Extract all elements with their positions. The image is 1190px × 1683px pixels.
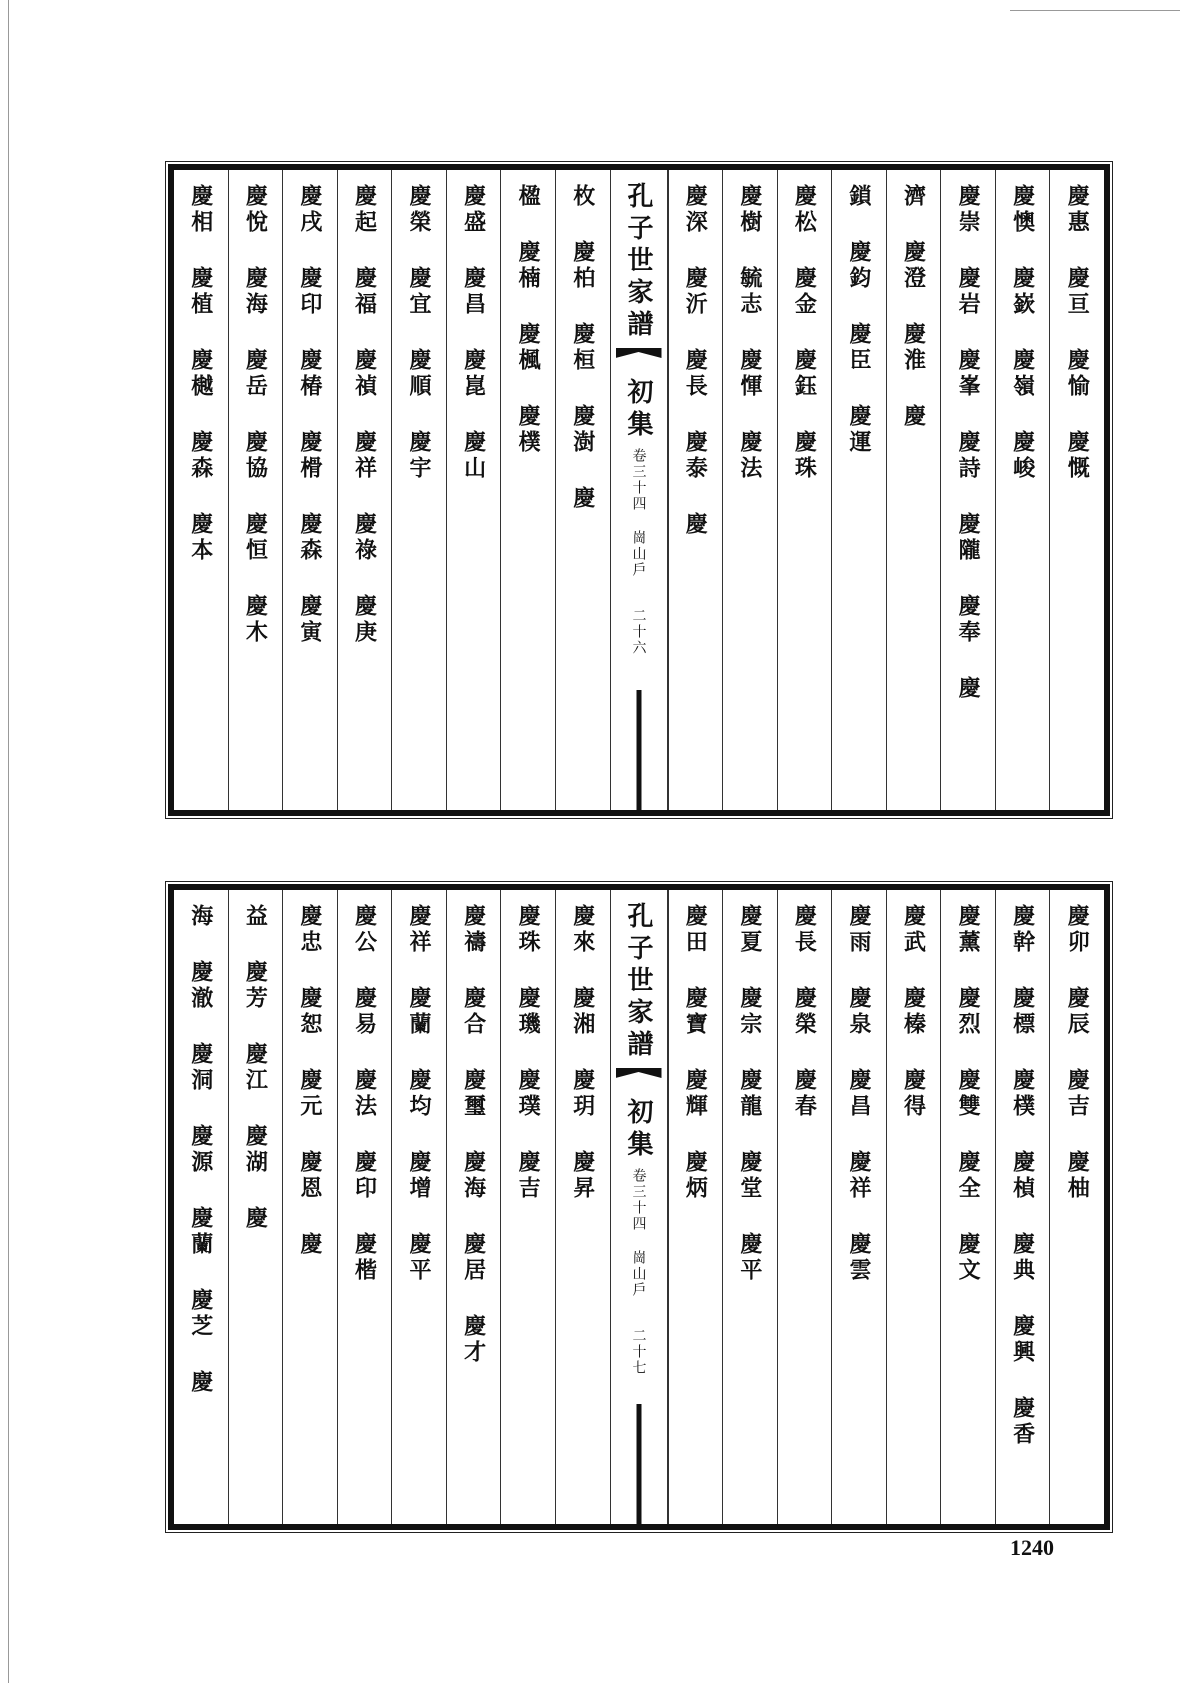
column-text: 慶田 慶寶 慶輝 慶炳 [682,904,709,1202]
fish-tail-mark [616,348,662,372]
genealogy-column [1049,890,1104,1524]
genealogy-column [337,170,392,810]
column-text: 鎖 慶鈞 慶臣 慶運 [845,184,872,456]
column-text: 慶崇 慶岩 慶峯 慶詩 慶隴 慶奉 慶 [955,184,982,702]
column-text: 慶來 慶湘 慶玥 慶昇 [569,904,596,1202]
column-text: 枚 慶柏 慶桓 慶澍 慶 [569,184,596,512]
genealogy-column [831,170,886,810]
genealogy-column [228,890,283,1524]
folio-number: 二十七 [630,1328,647,1376]
genealogy-column [886,890,941,1524]
genealogy-column [940,170,995,810]
column-text: 慶松 慶金 慶鈺 慶珠 [791,184,818,482]
genealogy-column [337,890,392,1524]
column-text: 慶公 慶易 慶法 慶印 慶楷 [351,904,378,1284]
genealogy-column [174,170,228,810]
series-label: 初集 [623,1098,653,1162]
scan-edge-line [8,0,9,1683]
genealogy-column [940,890,995,1524]
book-title: 孔子世家譜 [623,902,653,1062]
column-text: 慶禱 慶合 慶璽 慶海 慶居 慶才 [460,904,487,1366]
genealogy-column [995,170,1050,810]
genealogy-column [1049,170,1104,810]
column-text: 慶戌 慶印 慶椿 慶榾 慶森 慶寅 [296,184,323,646]
genealogy-column [831,890,886,1524]
genealogy-column [500,890,555,1524]
genealogy-column [174,890,228,1524]
column-text: 海 慶澈 慶洞 慶源 慶蘭 慶芝 慶 [187,904,214,1396]
volume-label: 卷三十四 崗山戶 [630,448,647,578]
column-text: 慶懊 慶嶔 慶嶺 慶峻 [1009,184,1036,482]
folio-number: 二十六 [630,608,647,656]
column-text: 慶祥 慶蘭 慶均 慶增 慶平 [406,904,433,1284]
column-text: 慶長 慶榮 慶春 [791,904,818,1120]
genealogy-column [391,890,446,1524]
center-fold-column [610,890,668,1524]
column-text: 慶深 慶沂 慶長 慶泰 慶 [682,184,709,538]
column-text: 慶起 慶福 慶禎 慶祥 慶祿 慶庚 [351,184,378,646]
column-text: 慶薰 慶烈 慶雙 慶全 慶文 [955,904,982,1284]
fish-tail-mark [616,1068,662,1092]
column-text: 慶忠 慶恕 慶元 慶恩 慶 [296,904,323,1258]
column-text: 慶卯 慶辰 慶吉 慶柚 [1064,904,1091,1202]
genealogy-column [777,170,832,810]
book-title: 孔子世家譜 [623,182,653,342]
genealogy-column [995,890,1050,1524]
column-text: 慶悅 慶海 慶岳 慶協 慶恒 慶木 [242,184,269,646]
genealogy-column [500,170,555,810]
volume-label: 卷三十四 崗山戶 [630,1168,647,1298]
genealogy-column [282,170,337,810]
genealogy-column [228,170,283,810]
page-number: 1240 [1010,1535,1054,1560]
column-text: 慶珠 慶璣 慶璞 慶吉 [515,904,542,1202]
column-text: 慶盛 慶昌 慶崑 慶山 [460,184,487,482]
genealogy-page-top [168,164,1110,816]
genealogy-column [722,890,777,1524]
genealogy-column [777,890,832,1524]
genealogy-column [282,890,337,1524]
genealogy-column [555,890,610,1524]
genealogy-column [668,170,723,810]
genealogy-column [391,170,446,810]
column-text: 慶夏 慶宗 慶龍 慶堂 慶平 [736,904,763,1284]
genealogy-column [446,890,501,1524]
genealogy-column [722,170,777,810]
column-text: 慶相 慶植 慶樾 慶森 慶本 [187,184,214,564]
fold-bar [636,690,641,810]
genealogy-column [886,170,941,810]
center-fold-column [610,170,668,810]
column-text: 益 慶芳 慶江 慶湖 慶 [242,904,269,1232]
genealogy-column [668,890,723,1524]
genealogy-column [446,170,501,810]
column-text: 慶雨 慶泉 慶昌 慶祥 慶雲 [845,904,872,1284]
column-text: 濟 慶澄 慶淮 慶 [900,184,927,430]
genealogy-column [555,170,610,810]
series-label: 初集 [623,378,653,442]
fold-bar [636,1404,641,1524]
column-text: 慶惠 慶亘 慶愉 慶慨 [1064,184,1091,482]
column-text: 慶武 慶榛 慶得 [900,904,927,1120]
genealogy-page-bottom [168,884,1110,1530]
column-text: 慶樹 毓志 慶惲 慶法 [736,184,763,482]
scan-top-mark [1010,10,1180,11]
column-text: 楹 慶楠 慶楓 慶樸 [515,184,542,456]
column-text: 慶榮 慶宜 慶順 慶宇 [406,184,433,482]
column-text: 慶幹 慶標 慶樸 慶楨 慶典 慶興 慶香 [1009,904,1036,1448]
